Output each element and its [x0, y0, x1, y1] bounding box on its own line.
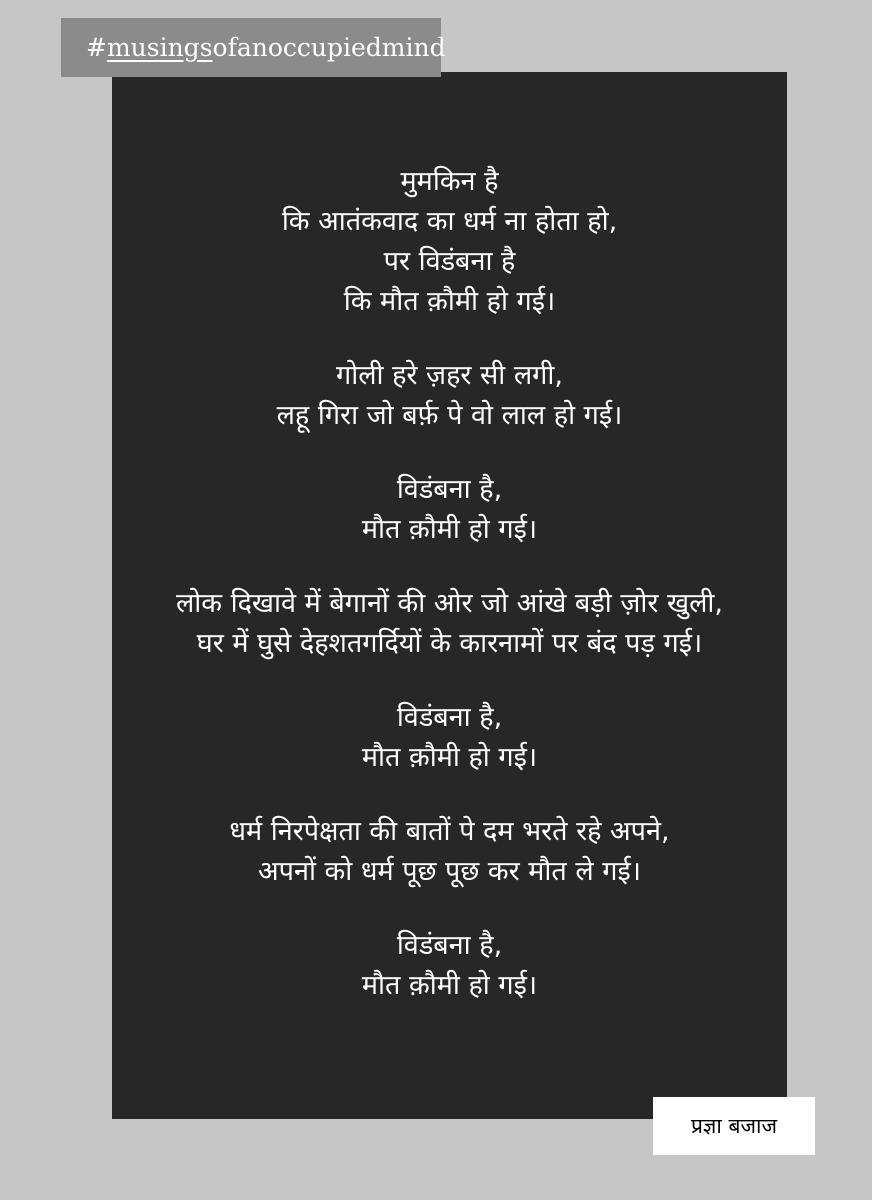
poem-line: मौत क़ौमी हो गई। [361, 970, 538, 1001]
hashtag-prefix: # [86, 33, 107, 62]
poem-line: लोक दिखावे में बेगानों की ओर जो आंखे बड़ी ज़ोर खुली, [175, 588, 723, 619]
poem-line: लहू गिरा जो बर्फ़ पे वो लाल हो गई। [276, 400, 623, 431]
poem-line: घर में घुसे देहशतगर्दियों के कारनामों पर बंद पड़ गई। [196, 628, 703, 659]
poem-line: मौत क़ौमी हो गई। [361, 514, 538, 545]
poem-line: धर्म निरपेक्षता की बातों पे दम भरते रहे अपने, [229, 816, 670, 847]
hashtag-label [61, 18, 446, 77]
stanza-7 [112, 926, 787, 1006]
stanza-4 [112, 584, 787, 664]
poem-line: विडंबना है, [396, 702, 503, 733]
stanza-1 [112, 162, 787, 322]
poem-text [112, 162, 787, 1040]
hashtag-underlined: musings [106, 33, 213, 62]
stanza-3 [112, 470, 787, 550]
poem-line: मुमकिन है [400, 166, 499, 197]
poem-line: विडंबना है, [396, 930, 503, 961]
hashtag-rest: ofanoccupiedmind [212, 33, 446, 62]
author-signature: प्रज्ञा बजाज [653, 1097, 815, 1155]
stanza-2 [112, 356, 787, 436]
poem-line: विडंबना है, [396, 474, 503, 505]
poem-line: कि आतंकवाद का धर्म ना होता हो, [281, 206, 618, 237]
poem-line: गोली हरे ज़हर सी लगी, [336, 360, 563, 391]
poem-line: पर विडंबना है [383, 246, 516, 277]
poem-line: अपनों को धर्म पूछ पूछ कर मौत ले गई। [258, 856, 641, 887]
poem-panel [112, 72, 787, 1119]
stanza-5 [112, 698, 787, 778]
poem-line: मौत क़ौमी हो गई। [361, 742, 538, 773]
poem-line: कि मौत क़ौमी हो गई। [343, 286, 556, 317]
stanza-6 [112, 812, 787, 892]
